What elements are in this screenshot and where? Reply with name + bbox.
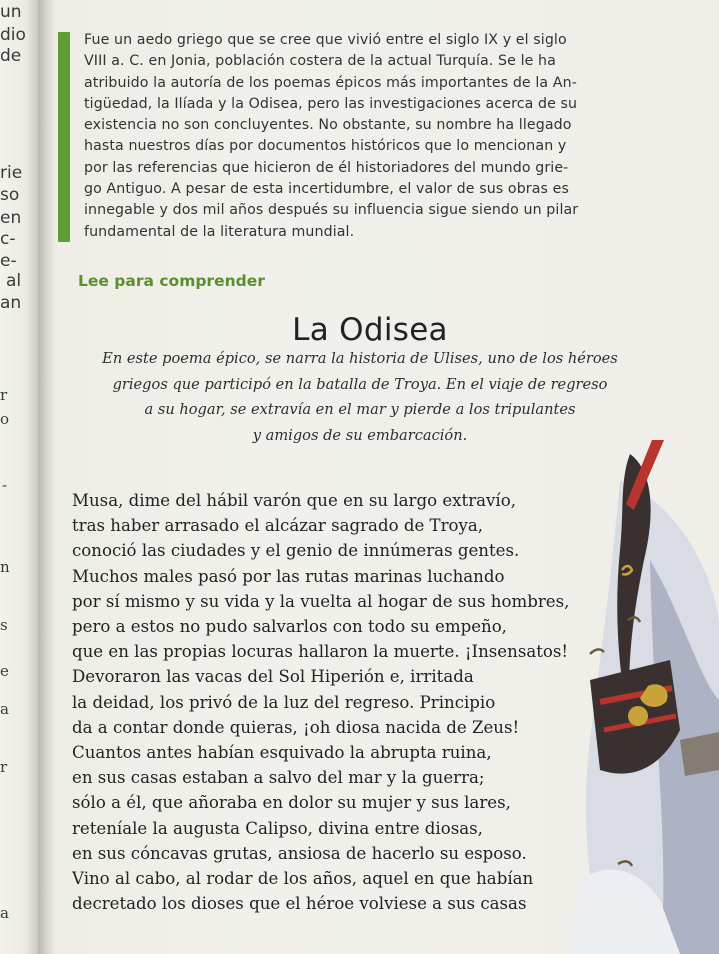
poem-line: que en las propias locuras hallaron la muerte. ¡Insensatos!: [72, 642, 569, 662]
poem-line: tras haber arrasado el alcázar sagrado de Troya,: [72, 516, 484, 536]
summary-line: En este poema épico, se narra la historia de Ulises, uno de los héroes: [102, 350, 618, 367]
poem-line: en sus casas estaban a salvo del mar y la guerra;: [72, 768, 485, 788]
margin-fragment: de: [0, 46, 22, 66]
margin-fragment: e: [0, 662, 9, 680]
margin-fragment: -: [2, 476, 8, 494]
margin-fragment: a: [0, 904, 9, 922]
margin-fragment: s: [0, 616, 8, 634]
margin-fragment: c-: [0, 229, 16, 249]
poem-line: Vino al cabo, al rodar de los años, aquel en que habían: [72, 869, 534, 889]
poem-line: Musa, dime del hábil varón que en su largo extravío,: [72, 491, 516, 510]
margin-fragment: un: [0, 2, 22, 22]
reading-title: La Odisea: [292, 312, 448, 348]
biography-line: go Antiguo. A pesar de esta incertidumbre, el valor de sus obras es: [84, 181, 569, 198]
author-biography: [84, 30, 644, 243]
margin-fragment: r: [0, 758, 8, 776]
greek-warrior-illustration: [560, 440, 719, 954]
book-gutter: [38, 0, 56, 954]
poem-excerpt: [72, 488, 632, 916]
summary-line: griegos que participó en la batalla de Troya. En el viaje de regreso: [112, 375, 608, 393]
poem-line: Cuantos antes habían esquivado la abrupta ruina,: [72, 743, 492, 763]
poem-line: Devoraron las vacas del Sol Hiperión e, irritada: [72, 667, 474, 687]
biography-accent-bar: [58, 32, 70, 242]
biography-line: innegable y dos mil años después su influencia sigue siendo un pilar: [84, 202, 579, 219]
biography-line: hasta nuestros días por documentos históricos que lo mencionan y: [84, 138, 567, 155]
margin-fragment: o: [0, 410, 10, 428]
poem-line: decretado los dioses que el héroe volviese a sus casas: [72, 894, 527, 914]
margin-fragment: e-: [0, 251, 17, 271]
biography-line: tigüedad, la Ilíada y la Odisea, pero las investigaciones acerca de su: [84, 95, 578, 112]
facing-page-edge: [0, 0, 38, 954]
poem-line: la deidad, los privó de la luz del regreso. Principio: [72, 692, 496, 712]
poem-line: reteníale la augusta Calipso, divina entre diosas,: [72, 818, 483, 838]
biography-line: fundamental de la literatura mundial.: [84, 223, 355, 240]
poem-line: en sus cóncavas grutas, ansiosa de hacerlo su esposo.: [72, 843, 527, 863]
margin-fragment: r: [0, 386, 8, 404]
margin-fragment: dio: [0, 25, 26, 45]
margin-fragment: an: [0, 293, 22, 313]
poem-line: Muchos males pasó por las rutas marinas luchando: [72, 566, 505, 586]
poem-line: pero a estos no pudo salvarlos con todo su empeño,: [72, 617, 507, 637]
poem-line: sólo a él, que añoraba en dolor su mujer y sus lares,: [72, 793, 511, 813]
biography-line: Fue un aedo griego que se cree que vivió entre el siglo IX y el siglo: [84, 32, 567, 48]
biography-line: por las referencias que hicieron de él historiadores del mundo grie-: [84, 159, 569, 176]
biography-line: atribuido la autoría de los poemas épicos más importantes de la An-: [84, 74, 577, 91]
section-heading: Lee para comprender: [78, 272, 265, 290]
poem-line: conoció las ciudades y el genio de innúmeras gentes.: [72, 541, 520, 561]
margin-fragment: en: [0, 208, 22, 228]
margin-fragment: rie: [0, 163, 23, 183]
poem-line: por sí mismo y su vida y la vuelta al hogar de sus hombres,: [72, 591, 570, 611]
summary-line: y amigos de su embarcación.: [252, 426, 468, 444]
margin-fragment: a: [0, 700, 9, 718]
margin-fragment: so: [0, 185, 20, 205]
margin-fragment: n: [0, 558, 10, 576]
biography-line: existencia no son concluyentes. No obstante, su nombre ha llegado: [84, 117, 572, 134]
poem-line: da a contar donde quieras, ¡oh diosa nacida de Zeus!: [72, 717, 520, 737]
margin-fragment: al: [6, 271, 22, 291]
biography-line: VIII a. C. en Jonia, población costera de la actual Turquía. Se le ha: [84, 53, 556, 70]
reading-summary: [100, 346, 620, 448]
summary-line: a su hogar, se extravía en el mar y pierde a los tripulantes: [144, 401, 576, 418]
